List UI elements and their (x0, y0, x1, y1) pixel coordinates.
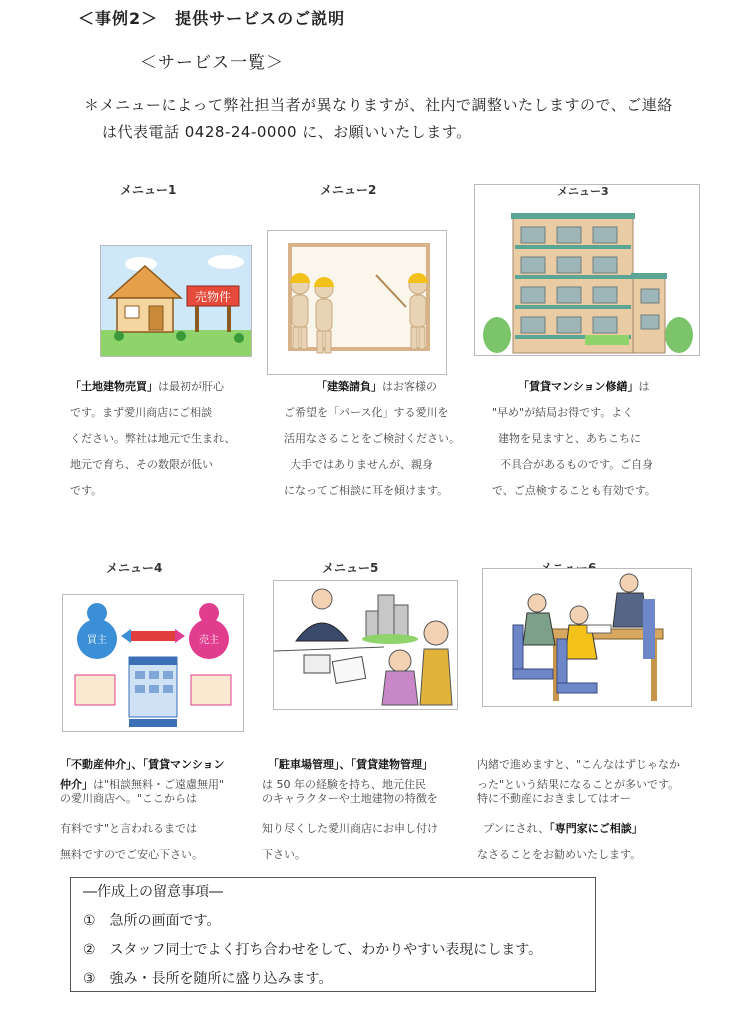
page-title: ＜事例2＞ 提供サービスのご説明 (78, 9, 346, 28)
section-subtitle: ＜サービス一覧＞ (140, 53, 284, 73)
notes-item-2: ② スタッフ同士でよく打ち合わせをして、わかりやすい表現にします。 (83, 942, 543, 958)
desc-line: 特に不動産におきましてはオー (477, 792, 631, 805)
desc-line: 「土地建物売買」は最初が肝心 (70, 380, 224, 393)
desc-line: 「駐車場管理」、「賃貸建物管理」 (268, 758, 433, 771)
notes-item-3: ③ 強み・長所を随所に盛り込みます。 (83, 971, 333, 987)
desc-line: 活用なさることをご検討ください。 (284, 432, 460, 445)
contact-notice (84, 92, 704, 146)
desc-line: になってご相談に耳を傾けます。 (284, 484, 449, 497)
menu-1-description (70, 374, 236, 504)
menu-2-presentation-illustration (267, 230, 447, 375)
desc-line: 大手ではありませんが、親身 (290, 458, 433, 471)
notes-title: ―作成上の留意事項― (83, 884, 223, 900)
notes-item-1: ① 急所の画面です。 (83, 913, 221, 929)
menu-6-consultation-illustration (482, 568, 692, 707)
notice-line-1: ＊メニューによって弊社担当者が異なりますが、社内で調整いたしますので、ご連絡 (84, 96, 673, 114)
menu-5-description (262, 752, 438, 868)
menu-3-apartment-illustration (474, 184, 700, 356)
menu-4-brokerage-illustration (62, 594, 244, 732)
desc-line: なさることをお勧めいたします。 (477, 848, 642, 861)
desc-line: 内緒で進めますと、"こんなはずじゃなか (477, 758, 681, 771)
desc-line: の愛川商店へ。"ここからは (60, 792, 198, 805)
desc-line: 地元で育ち、その数限が低い (70, 458, 213, 471)
desc-line: です。 (70, 484, 103, 497)
desc-line: った"という結果になることが多いです。 (477, 778, 680, 791)
desc-line: "早め"が結局お得です。よく (492, 406, 634, 419)
menu-1-house-illustration (100, 245, 252, 357)
desc-line: は 50 年の経験を持ち、地元住民 (262, 778, 426, 791)
menu-6-description (477, 752, 680, 868)
menu-4-description (60, 752, 225, 868)
menu-5-management-illustration (273, 580, 458, 710)
desc-line: プンにされ、「専門家にご相談」 (483, 822, 643, 835)
menu-3-description (492, 374, 656, 504)
desc-line: 「建築請負」はお客様の (316, 380, 437, 393)
desc-line: ください。弊社は地元で生まれ、 (70, 432, 236, 445)
desc-line: ご希望を「パース化」する愛川を (284, 406, 449, 419)
menu-2-title: メニュー2 (320, 183, 377, 197)
buyer-label: 買主 (87, 635, 107, 646)
desc-line: で、ご点検することも有効です。 (492, 484, 656, 497)
seller-label: 売主 (199, 635, 219, 646)
desc-line: 不具合があるものです。ご自身 (500, 458, 654, 471)
desc-line: 無料ですのでご安心下さい。 (60, 848, 203, 861)
desc-line: 建物を見ますと、あちこちに (498, 432, 641, 445)
menu-2-description (284, 374, 460, 504)
desc-line: 知り尽くした愛川商店にお申し付け (262, 822, 438, 835)
menu-5-title: メニュー5 (322, 561, 379, 575)
notice-line-2: は代表電話 0428-24-0000 に、お願いいたします。 (102, 123, 472, 141)
menu-1-title: メニュー1 (120, 183, 177, 197)
desc-line: 「不動産仲介」、「賃貸マンション (60, 758, 225, 771)
desc-line: 有料です"と言われるまでは (60, 822, 198, 835)
sale-sign-text: 売物件 (194, 290, 232, 304)
desc-line: のキャラクターや土地建物の特徴を (262, 792, 438, 805)
menu-3-title: メニュー3 (557, 185, 609, 198)
desc-line: 「賃貸マンション修繕」は (518, 380, 650, 393)
desc-line: 仲介」は"相談無料・ご遠慮無用" (60, 778, 225, 791)
desc-line: 下さい。 (262, 848, 306, 861)
menu-4-title: メニュー4 (106, 561, 163, 575)
desc-line: です。まず愛川商店にご相談 (70, 406, 213, 419)
notes-box (70, 877, 596, 992)
